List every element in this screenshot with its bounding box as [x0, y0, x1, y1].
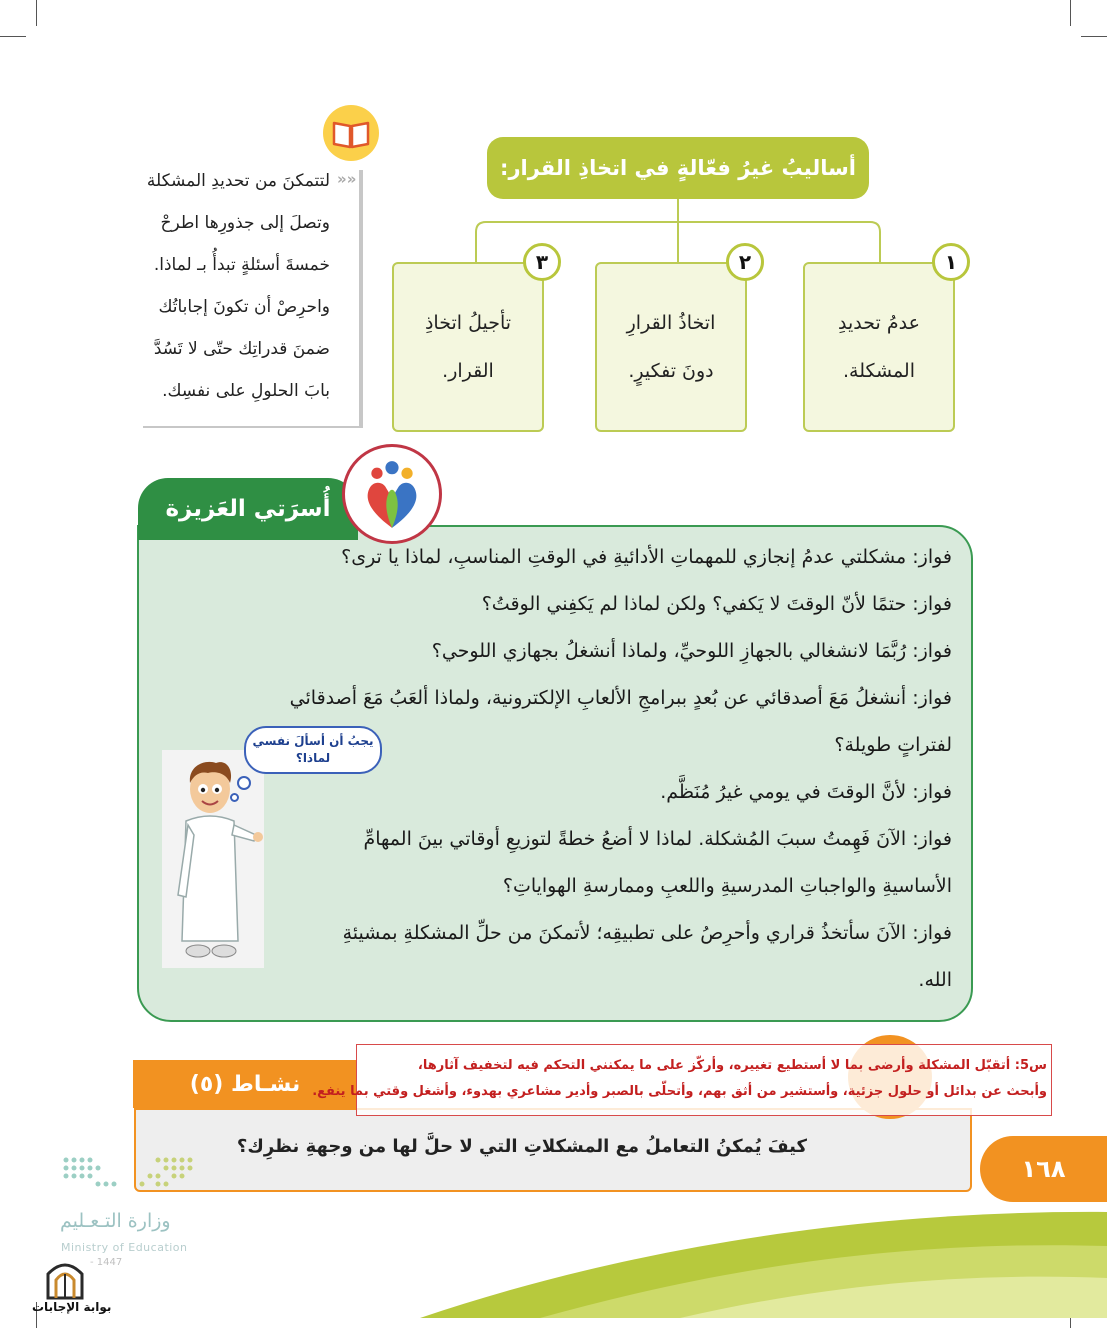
thought-line-1: يجبُ أن أسألَ نفسي — [252, 734, 374, 748]
family-icon — [342, 444, 442, 544]
diagram-item-3-line2: القرار. — [442, 360, 494, 382]
diagram-item-3-line1: تأجيلُ اتخاذِ — [424, 312, 512, 334]
site-name: بوابة الإجابات — [32, 1300, 112, 1314]
diagram-item-2-line1: اتخاذُ القرارِ — [626, 312, 716, 334]
crop-mark — [0, 36, 26, 37]
answer-line: وأبحث عن بدائل أو حلول جزئية، وأستشير من أثق بهم، وأتحلّى بالصبر وأدير مشاعري بهدوء، وأشغل وقتي بما ينفع. — [312, 1084, 1047, 1099]
side-note-line: بابَ الحلولِ على نفسِك. — [162, 381, 330, 401]
side-note-line: خمسةَ أسئلةٍ تبدأُ بـ لماذا. — [153, 255, 330, 275]
ministry-logo-icon — [62, 1156, 198, 1194]
gate-logo-icon — [44, 1256, 86, 1300]
dialog-line: فواز: لأنَّ الوقتَ في يومي غيرُ مُنَظَّم. — [660, 781, 952, 803]
diagram-number-2: ٢ — [726, 243, 764, 281]
diagram-item-1-line1: عدمُ تحديدِ — [838, 312, 920, 334]
activity-tab: نشـاط (٥) — [133, 1060, 357, 1108]
crop-mark — [1070, 1302, 1071, 1328]
side-note-text — [130, 160, 330, 412]
crop-mark — [1081, 36, 1107, 37]
boy-illustration — [168, 755, 268, 967]
ministry-year: - 1447 — [90, 1257, 123, 1268]
page-number: ١٦٨ — [980, 1136, 1107, 1202]
crop-mark — [36, 0, 37, 26]
thought-bubble — [244, 726, 382, 774]
ministry-name-english: Ministry of Education — [61, 1241, 188, 1254]
diagram-title: أساليبُ غيرُ فعّالةٍ في اتخاذِ القرار: — [487, 137, 869, 199]
side-note-line: واحرِصْ أن تكونَ إجاباتُك — [158, 297, 330, 317]
diagram-item-2 — [595, 262, 747, 432]
side-note-line: ضمنَ قدراتِك حتّى لا تَسُدَّ — [153, 339, 330, 359]
thought-line-2: لماذا؟ — [295, 751, 331, 765]
dialog-line: فواز: أنشغلُ مَعَ أصدقائي عن بُعدٍ ببرامجِ الألعابِ الإلكترونية، ولماذا ألعَبُ مَعَ أصدقائي — [289, 687, 952, 709]
ministry-name-arabic: وزارة التـعـليم — [60, 1210, 171, 1232]
answer-line: س5: أتقبّل المشكلة وأرضى بما لا أستطيع تغييره، وأركّز على ما يمكنني التحكم فيه لتخفيف آثارها، — [417, 1058, 1047, 1073]
open-book-icon — [322, 104, 380, 162]
dialog-line: فواز: رُبَّمَا لانشغالي بالجهازِ اللوحيِّ، ولماذا أنشغلُ بجهازي اللوحي؟ — [431, 640, 952, 662]
diagram-number-1: ١ — [932, 243, 970, 281]
dialog-line: الله. — [918, 969, 952, 991]
diagram-item-2-line2: دونَ تفكيرٍ. — [628, 360, 714, 382]
answer-overlay — [356, 1044, 1052, 1116]
side-note-line: لتتمكنَ من تحديدِ المشكلة — [146, 171, 330, 191]
quote-marks: »» — [337, 170, 357, 188]
dialog-line: فواز: الآنَ فَهِمتُ سببَ المُشكلة. لماذا لا أضعُ خطةً لتوزيعِ أوقاتي بينَ المهامِّ — [363, 828, 952, 850]
diagram-number-3: ٣ — [523, 243, 561, 281]
crop-mark — [1070, 0, 1071, 26]
dialog-line: فواز: مشكلتي عدمُ إنجازي للمهماتِ الأدائيةِ في الوقتِ المناسبِ، لماذا يا ترى؟ — [341, 546, 952, 568]
dialog-line: فواز: حتمًا لأنّ الوقتَ لا يَكفي؟ ولكن لماذا لم يَكفِني الوقتُ؟ — [481, 593, 952, 615]
thought-bubble-dot — [230, 793, 239, 802]
thought-bubble-dot — [237, 776, 251, 790]
diagram-item-3 — [392, 262, 544, 432]
diagram-item-1-line2: المشكلة. — [842, 360, 915, 382]
dialog-line: فواز: الآنَ سأتخذُ قراري وأحرِصُ على تطبيقِه؛ لأتمكنَ من حلِّ المشكلةِ بمشيئةِ — [342, 922, 952, 944]
family-section-title: أُسرَتي العَزيزة — [138, 478, 358, 540]
activity-question: كيفَ يُمكنُ التعاملُ مع المشكلاتِ التي لا حلَّ لها من وجهةِ نظرِك؟ — [236, 1136, 807, 1157]
side-note-line: وتصلَ إلى جذورِها اطرحْ — [160, 213, 330, 233]
dialog-line: الأساسيةِ والواجباتِ المدرسيةِ واللعبِ وممارسةِ الهواياتِ؟ — [502, 875, 952, 897]
dialog-line: لفتراتٍ طويلة؟ — [834, 734, 952, 756]
diagram-item-1 — [803, 262, 955, 432]
